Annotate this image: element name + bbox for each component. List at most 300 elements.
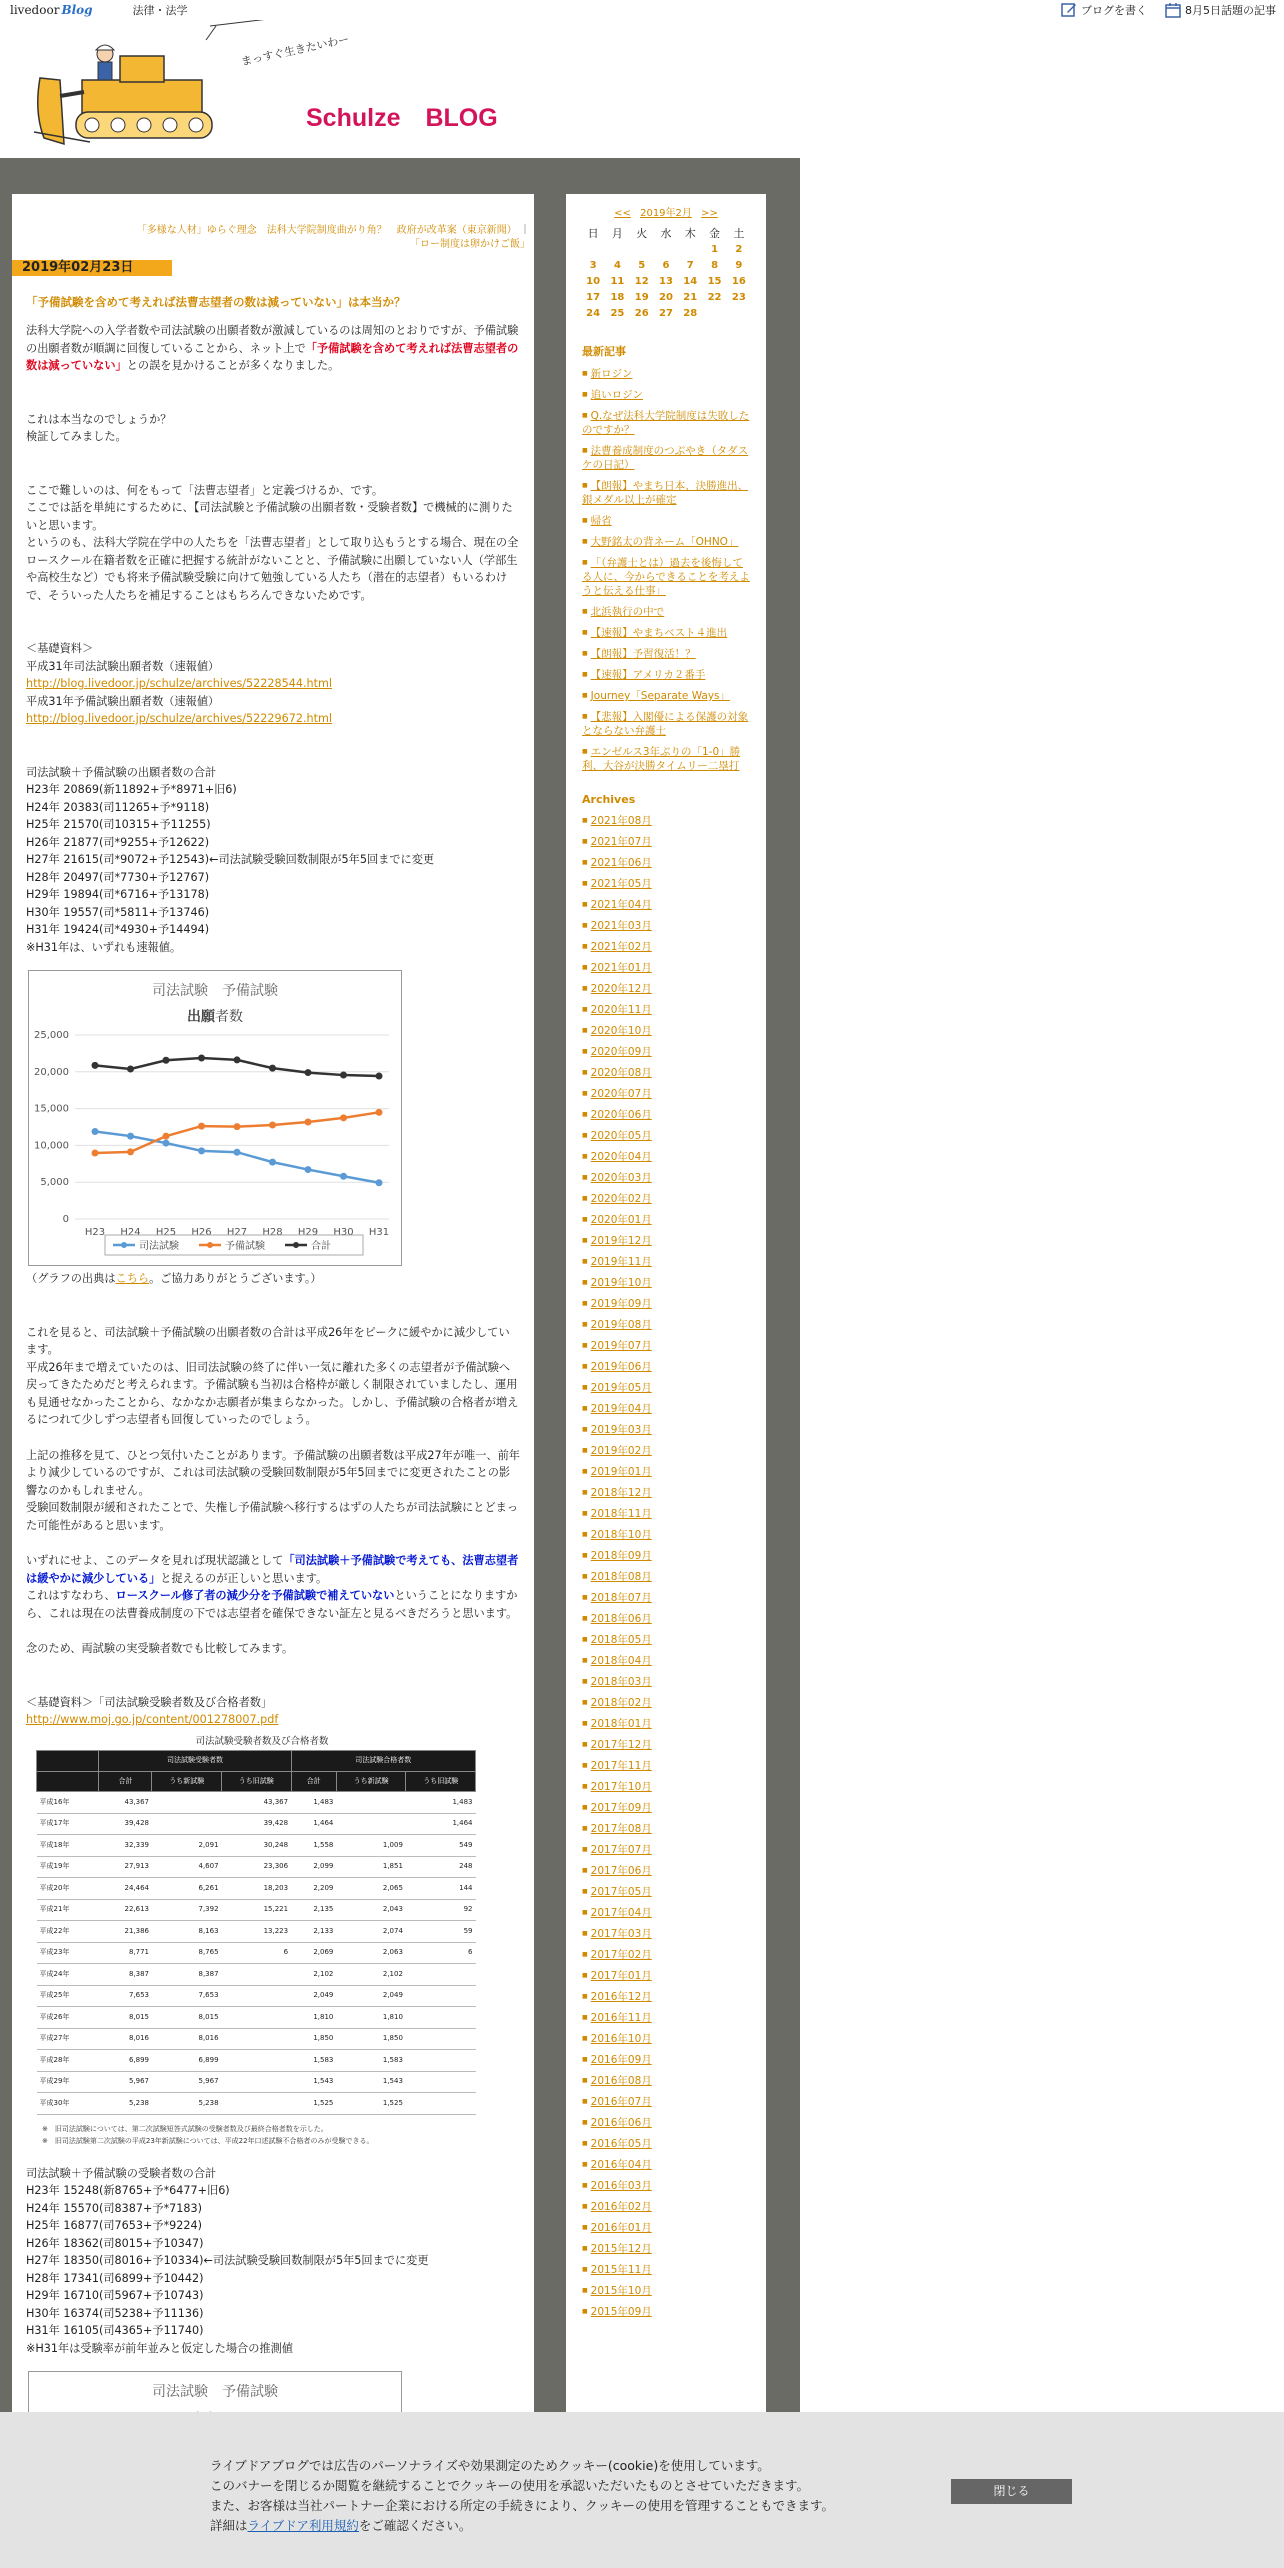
calendar-day[interactable]: 5 [638,259,646,271]
archive-link[interactable]: ■ 2015年12月 [582,2242,752,2256]
entry-body: 法科大学院への入学者数や司法試験の出願者数が激減しているのは周知のとおりですが、予備試験の出願者数が順調に回復していることから、ネット上で「予備試験を含めて考えれば法曹志望者の数は減っていない」との誤を見かけることが多くなりました。 これは本当なのでしょうか？ 検証してみました。 ここで難しいのは、何をもって「法曹志望者」と定義づけるか、です。 ここでは話を単純にするために、【司法試験と予備試験の出願者数・受験者数】で機械的に測りたいと思います。 というのも、法科大学院在学中の人たちを「法曹志望者」として取り込もうとする場合、現在の全ロースクール在籍者数を正確に把握する統計がないことと、予備試験に出願していない人（学部生や高校生など）でも将来予備試験受験に向けて勉強している人たち（潜在的志望者）もいるわけで、そういった人たちを補足することはもちろんできないためです。 ＜基礎資料＞ 平成31年司法試験出願者数（速報値） http://blog.livedoor.jp/schulze/archives/52228544.html 平成31年予備試験出願者数（速報値） http://blog.livedoor.jp/schulze/archives/52229672.html 司法試験＋予備試験の出願者数の合計 H23年 20869(新11892+予*8971+旧6) H24年 20383(司11265+予*9118) H25年 21570(司10315+予11255) H26年 21877(司*9255+予12622) H27年 21615(司*9072+予12543)←司法試験受験回数制限が5年5回までに変更 H28年 20497(司*7730+予12767) H29年 19894(司*6716+予13178) H30年 19557(司*5811+予13746) H31年 19424(司*4930+予14494) ※H31年は、いずれも速報値。 司法試験 予備試験 出願者数 0 5,000 10,000 15,000 20,000 25,000 H23 H24 H25 H26 H27 H28 H29 H30 H31 司法試験 予備試験 合計 （グラフの出典はこちら。ご協力ありがとうございます。） これを見ると、司法試験＋予備試験の出願者数の合計は平成26年をピークに緩やかに減少しています。 平成26年まで増えていたのは、旧司法試験の終了に伴い一気に離れた多くの志望者が予備試験へ戻ってきたためだと考えられます。予備試験も当初は合格枠が厳しく制限されていましたし、運用も見通せなかったことから、なかなか志願者が集まらなかった。しかし、予備試験の合格者が増えるにつれて少しずつ志望者も回復していったのでしょう。 上記の推移を見て、ひとつ気付いたことがあります。予備試験の出願者数は平成27年が唯一、前年より減少しているのですが、これは司法試験の受験回数制限が5年5回までに変更されたことの影響なのかもしれません。 受験回数制限が緩和されたことで、失権し予備試験へ移行するはずの人たちが司法試験にとどまった可能性があると思います。 いずれにせよ、このデータを見れば現状認識として「司法試験＋予備試験で考えても、法曹志望者は緩やかに減少している」と捉えるのが正しいと思います。 これはすなわち、ロースクール修了者の減少分を予備試験で補えていないということになりますから、これは現在の法曹養成制度の下では志望者を確保できない証左と見るべきだろうと思います。 念のため、両試験の実受験者数でも比較してみます。 ＜基礎資料＞「司法試験受験者数及び合格者数」 http://www.moj.go.jp/content/001278007.pdf 司法試験受験者数及び合格者数 司法試験受験者数 司法試験合格者数 合計 うち新試験 うち旧試験 合計 うち新試験 うち旧試験 平成16年 43,367 43,367 1,483 1,483 平成17年 39,428 39,428 1,464 1,464 平成18年 32,339 2,091 30,248 1,558 1,009 549 平成19年 27,913 4,607 23,306 2,099 1,851 248 平成20年 24,464 6,261 18,203 2,209 2,065 144 平成21年 22,613 7,392 15,221 2,135 2,043 92 平成22年 21,386 8,163 13,223 2,133 2,074 59 平成23年 8,771 8,765 6 2,069 2,063 6 平成24年 8,387 8,387 2,102 2,102 平成25年 7,653 7,653 2,049 2,049 平成26年 8,015 8,015 1,810 1,810 平成27年 8,016 8,016 1,850 1,850 平成28年 6,899 6,899 1,583 1,583 平成29年 5,967 5,967 1,543 1,543 平成30年 5,238 5,238 1,525 1,525 ※ 旧司法試験については、第二次試験短答式試験の受験者数及び最終合格者数を示した。 ※ 旧司法試験第二次試験の平成23年新試験については、平成22年口述試験不合格者のみが受験できる。 司法試験＋予備試験の受験者数の合計 H23年 15248(新8765+予*6477+旧6) H24年 15570(司8387+予*7183) H25年 16877(司7653+予*9224) H26年 18362(司8015+予10347) H27年 18350(司8016+予10334)←司法試験受験回数制限が5年5回までに変更 H28年 17341(司6899+予10442) H29年 16710(司5967+予10743) H30年 16374(司5238+予11136) H31年 16105(司4365+予11740) ※H31年は受験率が前年並みと仮定した場合の推測値 司法試験 予備試験 [12,310,534,2568]
calendar-weekday: 月 [611,227,623,240]
table-cell: 平成17年 [37,1813,99,1835]
archive-link[interactable]: ■ 2018年09月 [582,1549,752,1563]
table-row [37,1964,476,1986]
table-cell [406,2007,476,2029]
archive-link[interactable]: ■ 2017年12月 [582,1738,752,1752]
source-link[interactable]: http://blog.livedoor.jp/schulze/archives/52228544.html [26,677,333,690]
table-cell: 2,102 [291,1964,336,1986]
archive-link[interactable]: ■ 2019年02月 [582,1444,752,1458]
archive-link[interactable]: ■ 2019年10月 [582,1276,752,1290]
table-cell: 1,483 [406,1792,476,1814]
close-cookie-button[interactable]: 閉じる [951,2479,1072,2504]
table-cell: 92 [406,1899,476,1921]
archive-link[interactable]: ■ 2020年06月 [582,1108,752,1122]
examinees-line: ※H31年は受験率が前年並みと仮定した場合の推測値 [26,2341,293,2355]
archive-link[interactable]: ■ 2016年01月 [582,2221,752,2235]
table-column-header [37,1771,99,1792]
table-cell [152,1813,222,1835]
recent-posts-heading: 最新記事 [582,345,626,358]
table-cell: 7,392 [152,1899,222,1921]
cookie-banner [0,2412,1284,2568]
archive-link[interactable]: ■ 2016年02月 [582,2200,752,2214]
table-cell [222,2071,292,2093]
data-point [198,1123,205,1130]
table-cell [222,2050,292,2072]
applicants-line: H27年 21615(司*9072+予12543)←司法試験受験回数制限が5年5回までに変更 [26,853,435,866]
table-cell [222,1964,292,1986]
paragraph: ここでは話を単純にするために、【司法試験と予備試験の出願者数・受験者数】で機械的に測りたいと思います。 [26,501,513,532]
archive-link[interactable]: ■ 2016年05月 [582,2137,752,2151]
series-line [95,1112,379,1153]
table-row [37,2071,476,2093]
recent-post-link[interactable]: ■ Journey「Separate Ways」 [582,689,752,703]
calendar-day[interactable]: 13 [659,275,673,287]
applicants-line: H30年 19557(司*5811+予13746) [26,905,210,919]
archive-link[interactable]: ■ 2021年02月 [582,940,752,954]
table-row [37,1985,476,2007]
examinees-list [26,2182,520,2357]
table-cell [336,1792,406,1814]
paragraph: 受験回数制限が緩和されたことで、失権し予備試験へ移行するはずの人たちが司法試験にとどまった可能性があると思います。 [26,1501,519,1532]
archive-link[interactable]: ■ 2018年06月 [582,1612,752,1626]
legend-label: 合計 [311,1241,331,1252]
table-cell: 平成28年 [37,2050,99,2072]
topic-link[interactable]: 8月5日話題の記事 [1165,2,1276,18]
calendar-day[interactable]: 23 [731,291,746,303]
table-caption: 司法試験受験者数及び合格者数 [195,1735,329,1747]
table-cell: 24,464 [99,1878,152,1900]
table-cell: 平成20年 [37,1878,99,1900]
calendar-day[interactable]: 11 [610,275,625,287]
calendar-day[interactable]: 10 [586,275,601,287]
chart-title: 司法試験 予備試験 [152,983,278,999]
calendar-day[interactable]: 12 [634,275,649,287]
table-cell: 2,135 [291,1899,336,1921]
chart-source-link[interactable]: こちら [115,1272,150,1285]
table-cell [152,1792,222,1814]
data-point [376,1073,383,1080]
paragraph: 法科大学院への入学者数や司法試験の出願者数が激減しているのは周知のとおりですが、予備試験の出願者数が順調に回復していることから、ネット上で「予備試験を含めて考えれば法曹志望者の数は減っていない」との誤を見かけることが多くなりました。 [26,324,519,372]
archive-link[interactable]: ■ 2018年01月 [582,1717,752,1731]
main-column [12,194,534,2568]
archive-link[interactable]: ■ 2021年06月 [582,856,752,870]
archive-link[interactable]: ■ 2015年11月 [582,2263,752,2277]
table-cell: 平成22年 [37,1921,99,1943]
applicants-line: H28年 20497(司*7730+予12767) [26,870,210,884]
table-column-header: 合計 [99,1771,152,1792]
calendar [581,225,751,321]
recent-post-link[interactable]: ■ 【悲報】入閣優による保護の対象とならない弁護士 [582,710,752,738]
archive-link[interactable]: ■ 2018年04月 [582,1654,752,1668]
calendar-weekday: 水 [660,227,672,240]
calendar-weekday: 火 [636,227,648,240]
calendar-day[interactable]: 18 [610,291,625,303]
archive-link[interactable]: ■ 2017年06月 [582,1864,752,1878]
table-cell: 39,428 [99,1813,152,1835]
recent-post-link[interactable]: ■ 大野銘太の背ネーム「OHNO」 [582,535,752,549]
applicants-line: H29年 19894(司*6716+予13178) [26,888,210,901]
legend-marker [121,1242,127,1248]
archive-link[interactable]: ■ 2017年02月 [582,1948,752,1962]
table-cell: 30,248 [222,1835,292,1857]
table-cell: 8,765 [152,1942,222,1964]
archive-link[interactable]: ■ 2019年07月 [582,1339,752,1353]
paragraph: 上記の推移を見て、ひとつ気付いたことがあります。予備試験の出願者数は平成27年が唯一、前年より減少しているのですが、これは司法試験の受験回数制限が5年5回までに変更されたことの影響なのかもしれません。 [26,1448,520,1497]
archive-link[interactable]: ■ 2017年03月 [582,1927,752,1941]
recent-post-link[interactable]: ■ エンゼルス3年ぶりの「1-0」勝利、大谷が決勝タイムリー二塁打 [582,745,752,773]
table-cell: 32,339 [99,1835,152,1857]
blog-header [0,20,800,158]
archive-link[interactable]: ■ 2019年01月 [582,1465,752,1479]
data-point [305,1119,312,1126]
archive-link[interactable]: ■ 2018年12月 [582,1486,752,1500]
table-cell [406,1964,476,1986]
archive-link[interactable]: ■ 2021年08月 [582,814,752,828]
archive-link[interactable]: ■ 2017年04月 [582,1906,752,1920]
archive-link[interactable]: ■ 2020年08月 [582,1066,752,1080]
archive-link[interactable]: ■ 2020年05月 [582,1129,752,1143]
table-cell: 1,583 [336,2050,406,2072]
data-point [234,1123,241,1130]
applicants-line: ※H31年は、いずれも速報値。 [26,940,182,954]
table-cell: 6,899 [99,2050,152,2072]
table-cell: 549 [406,1835,476,1857]
entry-date: 2019年02月23日 [12,260,172,276]
archive-link[interactable]: ■ 2020年01月 [582,1213,752,1227]
archive-link[interactable]: ■ 2016年06月 [582,2116,752,2130]
basic-source-heading: ＜基礎資料＞ [26,642,94,655]
calendar-day [605,241,629,257]
calendar-day[interactable]: 7 [686,259,694,271]
table-cell: 2,102 [336,1964,406,1986]
sum-heading: 司法試験＋予備試験の出願者数の合計 [26,765,217,779]
table-cell [406,2071,476,2093]
next-article-link[interactable]: 「ロー制度は卵かけご飯」 [410,239,530,250]
archive-link[interactable]: ■ 2020年09月 [582,1045,752,1059]
calendar-day [678,241,702,257]
archive-link[interactable]: ■ 2017年01月 [582,1969,752,1983]
recent-post-link[interactable]: ■ 北浜執行の中で [582,605,752,619]
calendar-day[interactable]: 20 [659,291,673,303]
archive-link[interactable]: ■ 2020年04月 [582,1150,752,1164]
calendar-day [727,305,751,321]
archive-link[interactable]: ■ 2016年11月 [582,2011,752,2025]
recent-post-link[interactable]: ■ 新ロジン [582,367,752,381]
applicants-line: H23年 20869(新11892+予*8971+旧6) [26,783,237,796]
archive-link[interactable]: ■ 2016年07月 [582,2095,752,2109]
examinees-line: H26年 18362(司8015+予10347) [26,2236,204,2250]
table-cell: 2,074 [336,1921,406,1943]
recent-posts-list [582,367,752,773]
calendar-prev-link[interactable]: << [614,208,631,219]
table-cell: 6,899 [152,2050,222,2072]
table-cell: 1,850 [336,2028,406,2050]
x-tick-label: H27 [226,1227,248,1238]
archive-link[interactable]: ■ 2020年12月 [582,982,752,996]
svg-text:出願者数 [187,1008,243,1025]
source-link[interactable]: http://blog.livedoor.jp/schulze/archives/52229672.html [26,712,333,725]
data-point [269,1159,276,1166]
table-column-header: うち旧試験 [222,1771,292,1792]
calendar-next-link[interactable]: >> [701,208,718,219]
table-cell: 2,091 [152,1835,222,1857]
table-cell: 平成18年 [37,1835,99,1857]
calendar-day[interactable]: 26 [634,307,649,319]
paragraph: これは本当なのでしょうか？ [26,412,172,426]
archive-link[interactable]: ■ 2018年10月 [582,1528,752,1542]
entry-title[interactable]: 「予備試験を含めて考えれば法曹志望者の数は減っていない」は本当か？ [26,295,406,309]
archive-link[interactable]: ■ 2016年10月 [582,2032,752,2046]
examinees-line: H23年 15248(新8765+予*6477+旧6) [26,2184,230,2197]
archive-link[interactable]: ■ 2016年12月 [582,1990,752,2004]
archive-link[interactable]: ■ 2021年01月 [582,961,752,975]
data-point [340,1072,347,1079]
calendar-day[interactable]: 3 [589,259,597,271]
table-cell: 15,221 [222,1899,292,1921]
paragraph: というのも、法科大学院在学中の人たちを「法曹志望者」として取り込もうとする場合、現在の全ロースクール在籍者数を正確に把握する統計がないことと、予備試験に出願していない人（学部生や高校生など）でも将来予備試験受験に向けて勉強している人たち（潜在的志望者）もいるわけで、そういった人たちを補足することはもちろんできないためです。 [26,536,519,602]
sum-heading: 司法試験＋予備試験の受験者数の合計 [26,2166,217,2180]
table-cell: 8,771 [99,1942,152,1964]
table-cell: 2,133 [291,1921,336,1943]
data-point [92,1062,99,1069]
archive-link[interactable]: ■ 2017年08月 [582,1822,752,1836]
archive-link[interactable]: ■ 2019年03月 [582,1423,752,1437]
data-point [269,1122,276,1129]
table-cell: 7,653 [99,1985,152,2007]
table-row [37,2028,476,2050]
source-link[interactable]: http://www.moj.go.jp/content/001278007.pdf [26,1713,279,1726]
top-bar [0,0,1284,20]
archive-link[interactable]: ■ 2020年02月 [582,1192,752,1206]
paragraph: 念のため、両試験の実受験者数でも比較してみます。 [26,1642,294,1655]
archive-link[interactable]: ■ 2021年03月 [582,919,752,933]
table-cell: 平成25年 [37,1985,99,2007]
table-cell: 5,238 [99,2093,152,2115]
table-cell: 平成26年 [37,2007,99,2029]
table-cell: 6,261 [152,1878,222,1900]
table-cell: 8,387 [152,1964,222,1986]
data-point [127,1148,134,1155]
calendar-day[interactable]: 1 [711,243,719,255]
examinees-line: H30年 16374(司5238+予11136) [26,2306,204,2320]
x-tick-label: H23 [84,1227,106,1238]
calendar-day[interactable]: 17 [586,291,601,303]
table-cell: 平成29年 [37,2071,99,2093]
paragraph: これを見ると、司法試験＋予備試験の出願者数の合計は平成26年をピークに緩やかに減少しています。 [26,1325,510,1356]
calendar-day[interactable]: 16 [731,275,746,287]
paragraph: 平成26年まで増えていたのは、旧司法試験の終了に伴い一気に離れた多くの志望者が予備試験へ戻ってきたためだと考えられます。予備試験も当初は合格枠が厳しく制限されていましたし、運用も見通せなかったことから、なかなか志願者が集まらなかった。しかし、予備試験の合格者が増えるにつれて少しずつ志望者も回復していったのでしょう。 [26,1360,519,1426]
table-cell: 1,525 [291,2093,336,2115]
calendar-day[interactable]: 21 [683,291,698,303]
table-cell: 22,613 [99,1899,152,1921]
archive-link[interactable]: ■ 2019年12月 [582,1234,752,1248]
table-cell: 1,850 [291,2028,336,2050]
archive-link[interactable]: ■ 2017年09月 [582,1801,752,1815]
archive-link[interactable]: ■ 2015年10月 [582,2284,752,2298]
archive-link[interactable]: ■ 2018年03月 [582,1675,752,1689]
table-row [37,1921,476,1943]
archive-link[interactable]: ■ 2019年05月 [582,1381,752,1395]
table-cell [406,2050,476,2072]
calendar-day [654,241,678,257]
archive-link[interactable]: ■ 2019年06月 [582,1360,752,1374]
table-row [37,1856,476,1878]
data-point [340,1173,347,1180]
archive-link[interactable]: ■ 2020年03月 [582,1171,752,1185]
table-column-header: 合計 [291,1771,336,1792]
calendar-day[interactable]: 19 [634,291,649,303]
calendar-day[interactable]: 27 [659,307,673,319]
table-cell: 2,065 [336,1878,406,1900]
sidebar [566,194,766,2568]
archive-link[interactable]: ■ 2019年08月 [582,1318,752,1332]
table-cell: 8,016 [152,2028,222,2050]
table-cell: 2,209 [291,1878,336,1900]
table-column-header: うち旧試験 [406,1771,476,1792]
archive-link[interactable]: ■ 2019年11月 [582,1255,752,1269]
table-cell: 8,387 [99,1964,152,1986]
recent-post-link[interactable]: ■ 帰省 [582,514,752,528]
archives-heading: Archives [582,793,636,806]
table-cell: 1,543 [336,2071,406,2093]
table-cell: 平成19年 [37,1856,99,1878]
archive-link[interactable]: ■ 2016年04月 [582,2158,752,2172]
archive-link[interactable]: ■ 2020年10月 [582,1024,752,1038]
data-point [198,1054,205,1061]
table-cell: 2,069 [291,1942,336,1964]
recent-post-link[interactable]: ■ 「（弁護士とは）過去を後悔してる人に、今からできることを考えようと伝える仕事」 [582,556,752,598]
livedoor-logo[interactable]: livedoor Blog [10,3,93,17]
calendar-day[interactable]: 4 [613,259,621,271]
calendar-weekday: 土 [733,227,745,240]
recent-post-link[interactable]: ■ 【朗報】やまち日本、決勝進出、銀メダル以上が確定 [582,479,752,507]
table-cell: 2,049 [336,1985,406,2007]
calendar-day[interactable]: 25 [610,307,625,319]
archive-link[interactable]: ■ 2018年08月 [582,1570,752,1584]
archive-link[interactable]: ■ 2018年11月 [582,1507,752,1521]
paragraph: いずれにせよ、このデータを見れば現状認識として「司法試験＋予備試験で考えても、法曹志望者は緩やかに減少している」と捉えるのが正しいと思います。 [26,1554,519,1585]
table-cell: 1,009 [336,1835,406,1857]
legend-label: 司法試験 [139,1241,179,1252]
calendar-day[interactable]: 15 [707,275,722,287]
table-cell: 8,163 [152,1921,222,1943]
archive-link[interactable]: ■ 2016年09月 [582,2053,752,2067]
archive-link[interactable]: ■ 2019年09月 [582,1297,752,1311]
archive-link[interactable]: ■ 2018年05月 [582,1633,752,1647]
data-point [234,1149,241,1156]
x-tick-label: H24 [120,1227,141,1238]
table-cell: 2,049 [291,1985,336,2007]
calendar-day[interactable]: 28 [683,307,698,319]
recent-post-link[interactable]: ■ 【朗報】予習復活！？ [582,647,752,661]
examinees-line: H29年 16710(司5967+予10743) [26,2289,204,2302]
archive-link[interactable]: ■ 2017年11月 [582,1759,752,1773]
applicants-line: H25年 21570(司10315+予11255) [26,818,211,831]
table-cell [406,2093,476,2115]
calendar-day[interactable]: 24 [586,307,601,319]
archive-link[interactable]: ■ 2020年11月 [582,1003,752,1017]
speech-bubble: まっすぐ生きたいわー [239,32,351,69]
recent-post-link[interactable]: ■ 【速報】アメリカ２番手 [582,668,752,682]
recent-post-link[interactable]: ■ 法曹養成制度のつぶやき（タダスケの日記） [582,444,752,472]
calendar-header [566,204,766,219]
write-blog-link[interactable]: ブログを書く [1061,2,1147,18]
archive-link[interactable]: ■ 2015年09月 [582,2305,752,2319]
archive-link[interactable]: ■ 2017年07月 [582,1843,752,1857]
source-label: 平成31年司法試験出願者数（速報値） [26,659,220,673]
category-link[interactable]: 法律・法学 [132,4,188,17]
calendar-day [630,241,654,257]
basic-source-heading: ＜基礎資料＞「司法試験受験者数及び合格者数」 [26,1695,273,1709]
table-cell: 8,016 [99,2028,152,2050]
x-tick-label: H30 [333,1227,354,1238]
calendar-icon [1165,2,1181,18]
recent-post-link[interactable]: ■ 追いロジン [582,388,752,402]
data-point [163,1057,170,1064]
calendar-day[interactable]: 8 [711,259,719,271]
x-tick-label: H28 [262,1227,283,1238]
calendar-day [702,305,726,321]
calendar-day[interactable]: 6 [662,259,670,271]
bulldozer-illustration [30,20,330,158]
data-point [376,1109,383,1116]
chart-subtitle: 者数 [215,1009,243,1025]
table-row [37,1878,476,1900]
table-cell: 5,238 [152,2093,222,2115]
archive-link[interactable]: ■ 2021年04月 [582,898,752,912]
data-point [198,1147,205,1154]
table-row [37,1792,476,1814]
archive-link[interactable]: ■ 2021年07月 [582,835,752,849]
table-cell: 18,203 [222,1878,292,1900]
data-point [127,1133,134,1140]
y-tick-label: 15,000 [34,1103,69,1115]
table-cell: 8,015 [99,2007,152,2029]
table-cell: 1,464 [406,1813,476,1835]
calendar-day[interactable]: 14 [683,275,698,287]
archive-link[interactable]: ■ 2020年07月 [582,1087,752,1101]
data-point [92,1149,99,1156]
table-cell: 144 [406,1878,476,1900]
pencil-icon [1061,2,1077,18]
paragraph: ここで難しいのは、何をもって「法曹志望者」と定義づけるか、です。 [26,483,384,497]
archive-link[interactable]: ■ 2018年07月 [582,1591,752,1605]
archive-link[interactable]: ■ 2016年08月 [582,2074,752,2088]
applicants-line: H26年 21877(司*9255+予12622) [26,835,210,849]
calendar-day[interactable]: 2 [735,243,743,255]
recent-post-link[interactable]: ■ 【速報】やまちベスト４進出 [582,626,752,640]
results-table-image [36,1733,488,2147]
archive-link[interactable]: ■ 2021年05月 [582,877,752,891]
blog-title[interactable]: Schulze BLOG [306,104,498,132]
calendar-title[interactable]: 2019年2月 [640,208,692,219]
archive-link[interactable]: ■ 2019年04月 [582,1402,752,1416]
calendar-day[interactable]: 22 [707,291,722,303]
archive-link[interactable]: ■ 2017年05月 [582,1885,752,1899]
examinees-line: H27年 18350(司8016+予10334)←司法試験受験回数制限が5年5回までに変更 [26,2254,429,2267]
recent-post-link[interactable]: ■ Q.なぜ法科大学院制度は失敗したのですか？ [582,409,752,437]
calendar-day[interactable]: 9 [735,259,743,271]
table-cell: 1,583 [291,2050,336,2072]
archive-link[interactable]: ■ 2017年10月 [582,1780,752,1794]
terms-link[interactable]: ライブドア利用規約 [247,2518,359,2533]
archive-link[interactable]: ■ 2018年02月 [582,1696,752,1710]
prev-article-link[interactable]: 「多様な人材」ゆらぐ理念 法科大学院制度曲がり角？ 政府が改革案（東京新聞） [136,225,517,236]
archive-link[interactable]: ■ 2016年03月 [582,2179,752,2193]
data-point [376,1179,383,1186]
